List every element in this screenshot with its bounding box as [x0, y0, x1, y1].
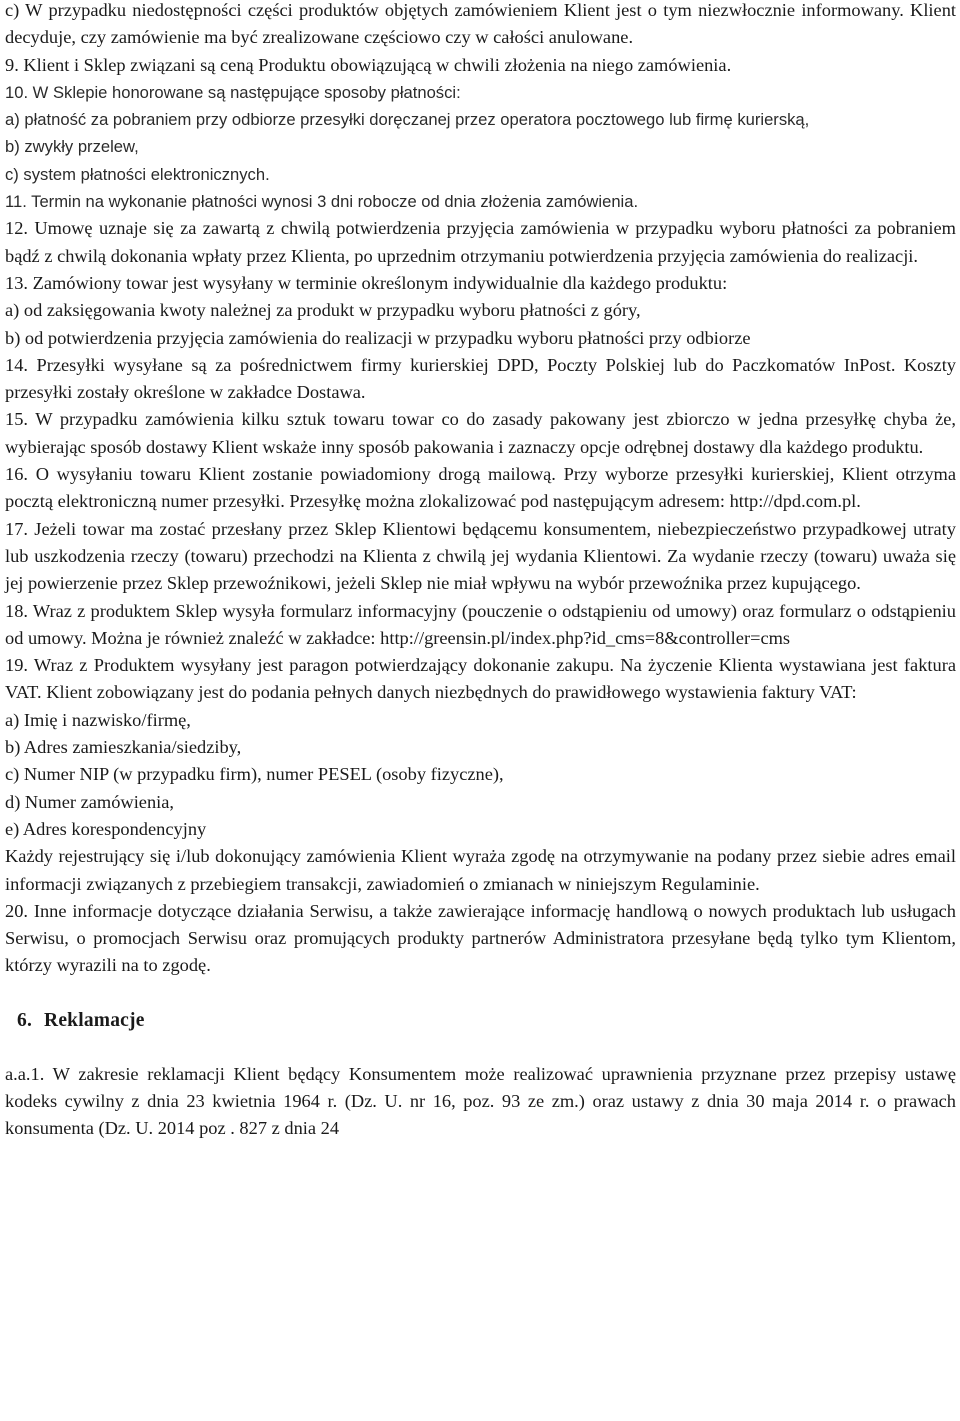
paragraph-11: 11. Termin na wykonanie płatności wynosi 3 dni robocze od dnia złożenia zamówienia.: [5, 192, 639, 212]
section-heading: [5, 1007, 956, 1035]
paragraph-15: 15. W przypadku zamówienia kilku sztuk towaru towar co do zasady pakowany jest zbiorczo w jedna przesyłkę chyba że, wybierając sposób dostawy Klient wskaże inny sposób pakowania i zaznaczy opcje odrębnej dostawy dla każdego produktu.: [5, 409, 956, 457]
paragraph-10c: c) system płatności elektronicznych.: [5, 164, 270, 184]
spacer: [5, 1035, 956, 1061]
spacer: [5, 980, 956, 1007]
paragraph-9: 9. Klient i Sklep związani są ceną Produktu obowiązującą w chwili złożenia na niego zamówienia.: [5, 54, 732, 75]
paragraph-14: 14. Przesyłki wysyłane są za pośrednictwem firmy kurierskiej DPD, Poczty Polskiej lub do Paczkomatów InPost. Koszty przesyłki zostały określone w zakładce Dostawa.: [5, 354, 956, 403]
paragraph-19c: c) Numer NIP (w przypadku firm), numer PESEL (osoby fizyczne),: [5, 764, 504, 785]
paragraph-17: 17. Jeżeli towar ma zostać przesłany przez Sklep Klientowi będącemu konsumentem, niebezpieczeństwo przypadkowej utraty lub uszkodzenia rzeczy (towaru) przechodzi na Klienta z chwilą jej wydania Klientowi. Za wydanie rzeczy (towaru) uważa się jej powierzenie przez Sklep przewoźnikowi, jeżeli Sklep nie miał wpływu na wybór przewoźnika przez kupującego.: [5, 518, 956, 594]
complaints-paragraphs: [5, 1061, 956, 1143]
terms-paragraphs: [5, 0, 956, 980]
section-number: 6.: [17, 1009, 33, 1031]
section-title: Reklamacje: [44, 1009, 145, 1031]
paragraph-19: 19. Wraz z Produktem wysyłany jest paragon potwierdzający dokonanie zakupu. Na życzenie Klienta wystawiana jest faktura VAT. Klient zobowiązany jest do podania pełnych danych niezbędnych do prawidłowego wystawienia faktury VAT:: [5, 655, 956, 703]
paragraph-19e: e) Adres korespondencyjny: [5, 818, 207, 839]
paragraph-13a: a) od zaksięgowania kwoty należnej za produkt w przypadku wyboru płatności z góry,: [5, 300, 641, 321]
paragraph-13: 13. Zamówiony towar jest wysyłany w terminie określonym indywidualnie dla każdego produktu:: [5, 272, 728, 293]
paragraph-10a: a) płatność za pobraniem przy odbiorze przesyłki doręczanej przez operatora pocztowego lub firmę kurierską,: [5, 110, 810, 130]
paragraph-19d: d) Numer zamówienia,: [5, 791, 175, 812]
paragraph-20: 20. Inne informacje dotyczące działania Serwisu, a także zawierające informację handlową o nowych produktach lub usługach Serwisu, o promocjach Serwisu oraz promujących produkty partnerów Administratora przesyłane będą tylko tym Klientom, którzy wyrazili na to zgodę.: [5, 900, 956, 976]
paragraph-19a: a) Imię i nazwisko/firmę,: [5, 709, 191, 730]
paragraph-19f: Każdy rejestrujący się i/lub dokonujący zamówienia Klient wyraża zgodę na otrzymywanie na podany przez siebie adres email informacji związanych z przebiegiem transakcji, zawiadomień o zmianach w niniejszym Regulaminie.: [5, 846, 956, 894]
paragraph-10: 10. W Sklepie honorowane są następujące sposoby płatności:: [5, 82, 461, 102]
document-page: [5, 0, 956, 1143]
paragraph-aa1: a.a.1. W zakresie reklamacji Klient będący Konsumentem może realizować uprawnienia przyznane przez przepisy ustawę kodeks cywilny z dnia 23 kwietnia 1964 r. (Dz. U. nr 16, poz. 93 ze zm.) oraz ustawy z dnia 30 maja 2014 r. o prawach konsumenta (Dz. U. 2014 poz . 827 z dnia 24: [5, 1063, 956, 1139]
paragraph-19b: b) Adres zamieszkania/siedziby,: [5, 737, 242, 758]
paragraph-c: c) W przypadku niedostępności części produktów objętych zamówieniem Klient jest o tym niezwłocznie informowany. Klient decyduje, czy zamówienie ma być zrealizowane częściowo czy w całości anulowane.: [5, 0, 956, 48]
paragraph-16: 16. O wysyłaniu towaru Klient zostanie powiadomiony drogą mailową. Przy wyborze przesyłki kurierskiej, Klient otrzyma pocztą elektroniczną numer przesyłki. Przesyłkę można zlokalizować pod następującym adresem: http://dpd.com.pl.: [5, 464, 956, 512]
paragraph-18: 18. Wraz z produktem Sklep wysyła formularz informacyjny (pouczenie o odstąpieniu od umowy) oraz formularz o odstąpieniu od umowy. Można je również znaleźć w zakładce: http://greensin.pl/index.php?id_cms=8&controller=cms: [5, 600, 956, 648]
paragraph-10b: b) zwykły przelew,: [5, 137, 139, 157]
paragraph-13b: b) od potwierdzenia przyjęcia zamówienia do realizacji w przypadku wyboru płatności przy odbiorze: [5, 327, 751, 348]
paragraph-12: 12. Umowę uznaje się za zawartą z chwilą potwierdzenia przyjęcia zamówienia w przypadku wyboru płatności za pobraniem bądź z chwilą dokonania wpłaty przez Klienta, po uprzednim otrzymaniu potwierdzenia przyjęcia zamówienia do realizacji.: [5, 218, 956, 266]
